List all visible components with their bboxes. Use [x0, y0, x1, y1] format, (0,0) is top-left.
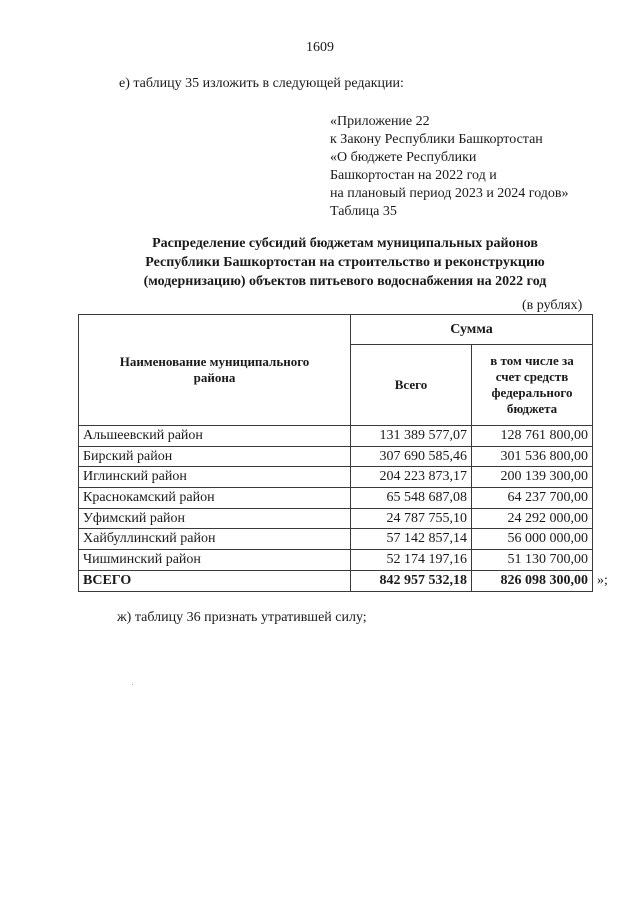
district-name: Иглинский район	[79, 467, 351, 488]
closing-quote: »;	[597, 573, 608, 588]
units-label: (в рублях)	[522, 298, 583, 313]
item-zh-paragraph: ж) таблицу 36 признать утратившей силу;	[117, 610, 367, 625]
header-district-name: Наименование муниципального района	[79, 315, 351, 426]
federal-amount: 128 761 800,00	[472, 426, 593, 447]
district-name: Уфимский район	[79, 508, 351, 529]
district-name: Бирский район	[79, 446, 351, 467]
intro-paragraph: е) таблицу 35 изложить в следующей редакции:	[119, 76, 404, 91]
table-row	[79, 508, 593, 529]
table-row	[79, 550, 593, 571]
table-row	[79, 488, 593, 509]
table-row	[79, 426, 593, 447]
table-title-line: Распределение субсидий бюджетам муниципальных районов	[152, 236, 538, 251]
federal-amount: 64 237 700,00	[472, 488, 593, 509]
table-title-line: Республики Башкортостан на строительство и реконструкцию	[145, 255, 545, 270]
district-name: Чишминский район	[79, 550, 351, 571]
total-amount: 57 142 857,14	[351, 529, 472, 550]
federal-amount: 24 292 000,00	[472, 508, 593, 529]
total-amount: 204 223 873,17	[351, 467, 472, 488]
total-amount: 24 787 755,10	[351, 508, 472, 529]
federal-amount: 51 130 700,00	[472, 550, 593, 571]
grand-federal-amount: 826 098 300,00	[472, 570, 593, 591]
table-row	[79, 446, 593, 467]
table-row	[79, 529, 593, 550]
district-name: Хайбуллинский район	[79, 529, 351, 550]
total-label: ВСЕГО	[79, 570, 351, 591]
appendix-heading	[330, 113, 569, 221]
total-amount: 307 690 585,46	[351, 446, 472, 467]
table-title	[80, 234, 610, 291]
header-total: Всего	[351, 345, 472, 426]
appendix-line: Таблица 35	[330, 204, 397, 219]
district-name: Краснокамский район	[79, 488, 351, 509]
total-amount: 52 174 197,16	[351, 550, 472, 571]
table-row	[79, 467, 593, 488]
grand-total-amount: 842 957 532,18	[351, 570, 472, 591]
appendix-line: к Закону Республики Башкортостан	[330, 132, 543, 147]
district-name: Альшеевский район	[79, 426, 351, 447]
total-amount: 131 389 577,07	[351, 426, 472, 447]
table-title-line: (модернизацию) объектов питьевого водоснабжения на 2022 год	[143, 274, 547, 289]
federal-amount: 200 139 300,00	[472, 467, 593, 488]
appendix-line: «О бюджете Республики	[330, 150, 477, 165]
appendix-line: «Приложение 22	[330, 114, 430, 129]
appendix-line: Башкортостан на 2022 год и	[330, 168, 497, 183]
federal-amount: 301 536 800,00	[472, 446, 593, 467]
federal-amount: 56 000 000,00	[472, 529, 593, 550]
scan-speck	[132, 684, 133, 685]
subsidy-table	[78, 314, 593, 592]
table-total-row	[79, 570, 593, 591]
page-number: 1609	[306, 40, 334, 55]
appendix-line: на плановый период 2023 и 2024 годов»	[330, 186, 569, 201]
total-amount: 65 548 687,08	[351, 488, 472, 509]
header-sum: Сумма	[351, 315, 593, 345]
header-federal: в том числе за счет средств федерального бюджета	[472, 345, 593, 426]
